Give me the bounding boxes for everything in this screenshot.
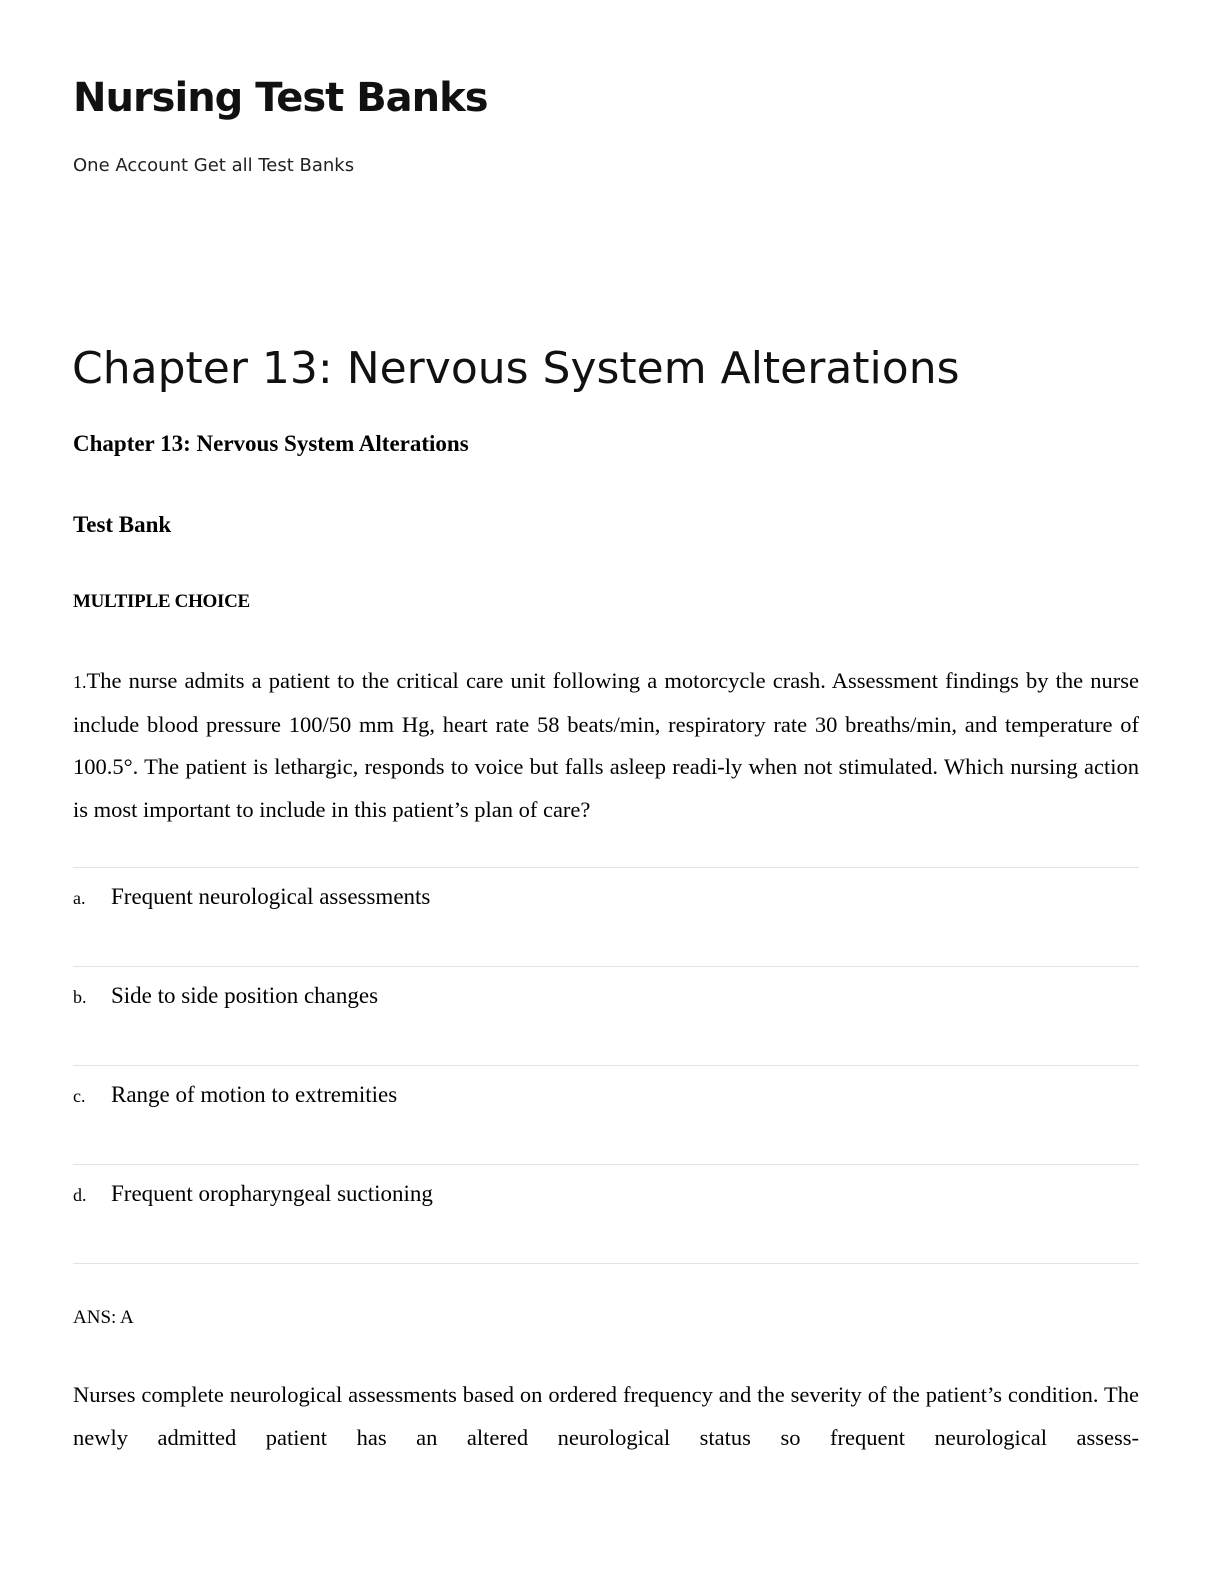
option-c [73, 1066, 1139, 1165]
option-letter: d. [73, 1185, 87, 1205]
option-letter: c. [73, 1086, 86, 1106]
option-a [73, 868, 1139, 967]
multiple-choice-heading: MULTIPLE CHOICE [73, 591, 250, 612]
option-letter: a. [73, 888, 86, 908]
test-bank-heading: Test Bank [73, 512, 172, 537]
option-letter: b. [73, 987, 87, 1007]
question-1 [73, 660, 1139, 831]
option-b [73, 967, 1139, 1066]
option-text: Side to side position changes [111, 983, 379, 1008]
chapter-heading: Chapter 13: Nervous System Alterations [73, 431, 469, 456]
site-tagline: One Account Get all Test Banks [73, 155, 355, 176]
question-text: The nurse admits a patient to the critical care unit following a motorcycle crash. Assessment findings by the nurse include blood pressure 100/50 mm Hg, heart rate 58 beats/min, respiratory rate 30 breaths/min, and temperature of 100.5°. The patient is lethargic, responds to voice but falls asleep readi-ly when not stimulated. Which nursing action is most important to include in this patient’s plan of care? [73, 668, 1139, 822]
site-title[interactable]: Nursing Test Banks [73, 75, 488, 121]
option-text: Frequent oropharyngeal suctioning [111, 1181, 433, 1206]
answer-key: ANS: A [73, 1307, 134, 1328]
option-text: Range of motion to extremities [111, 1082, 398, 1107]
question-number: 1. [73, 672, 87, 692]
option-text: Frequent neurological assessments [111, 884, 431, 909]
rationale-text: Nurses complete neurological assessments based on ordered frequency and the severity of the patient’s condition. The newly admitted patient has an altered neurological status so frequent neurological assess- [73, 1382, 1139, 1450]
page-title: Chapter 13: Nervous System Alterations [72, 343, 960, 394]
answer-options [73, 867, 1139, 1264]
option-d [73, 1165, 1139, 1264]
